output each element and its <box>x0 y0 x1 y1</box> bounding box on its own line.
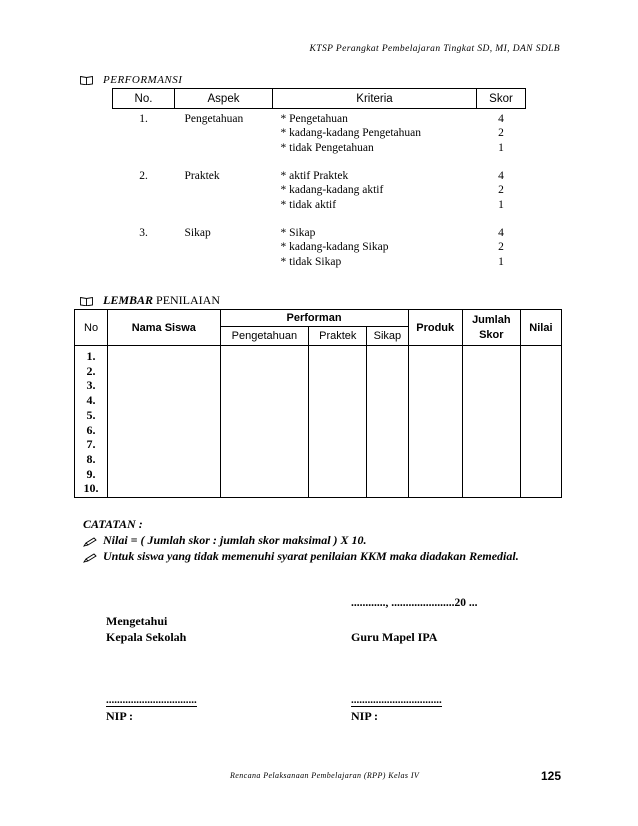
row-number: 4. <box>86 393 96 408</box>
catatan-item <box>83 548 519 564</box>
catatan-text: Untuk siswa yang tidak memenuhi syarat penilaian KKM maka diadakan Remedial. <box>103 549 519 563</box>
row-kriteria <box>273 223 477 270</box>
praktek-cell <box>309 346 367 498</box>
row-skor <box>477 223 526 270</box>
page-header: KTSP Perangkat Pembelajaran Tingkat SD, MI, DAN SDLB <box>309 44 560 54</box>
skor-value: 1 <box>498 255 504 268</box>
performansi-table <box>112 88 526 270</box>
kriteria-line: * kadang-kadang Sikap <box>280 241 389 254</box>
pencil-icon <box>83 535 97 545</box>
col-pengetahuan: Pengetahuan <box>220 327 309 346</box>
col-jumlah-skor: Jumlah Skor <box>462 310 520 346</box>
kepala-sekolah-label: Kepala Sekolah <box>106 630 187 644</box>
table-row <box>113 223 526 270</box>
skor-value: 4 <box>498 170 504 182</box>
row-no: 3. <box>139 227 148 239</box>
right-signature-line: ................................. <box>351 694 442 706</box>
lembar-penilaian-table <box>74 309 562 498</box>
catatan-title: CATATAN : <box>83 517 143 531</box>
row-skor <box>477 109 526 167</box>
table-row <box>75 346 562 498</box>
row-aspek: Praktek <box>184 170 220 182</box>
col-nama-siswa: Nama Siswa <box>108 310 220 346</box>
row-aspek: Pengetahuan <box>184 113 244 125</box>
row-no: 2. <box>139 170 148 182</box>
skor-value: 4 <box>498 113 504 125</box>
left-nip: NIP : <box>106 709 133 723</box>
lembar-title-rest: PENILAIAN <box>156 293 221 307</box>
row-kriteria <box>273 109 477 167</box>
page-footer: Rencana Pelaksanaan Pembelajaran (RPP) Kelas IV <box>230 771 420 780</box>
col-skor: Skor <box>477 89 526 109</box>
row-number: 7. <box>86 437 96 452</box>
catatan-item <box>83 532 519 548</box>
left-signature-block <box>106 613 186 645</box>
col-nilai: Nilai <box>520 310 561 346</box>
row-number: 8. <box>86 451 96 466</box>
left-signature-line: ................................. <box>106 694 197 706</box>
row-number: 3. <box>86 378 96 393</box>
kriteria-line: * Pengetahuan <box>280 113 348 125</box>
table-row <box>113 109 526 167</box>
kriteria-line: * tidak Pengetahuan <box>280 141 374 154</box>
col-aspek: Aspek <box>175 89 273 109</box>
sikap-cell <box>367 346 408 498</box>
skor-value: 2 <box>498 127 504 140</box>
row-number: 9. <box>86 466 96 481</box>
row-number: 1. <box>86 349 96 363</box>
kriteria-line: * Sikap <box>280 227 316 239</box>
right-nip: NIP : <box>351 709 378 723</box>
row-number: 10. <box>83 481 99 496</box>
row-kriteria <box>273 166 477 223</box>
book-icon <box>80 296 93 306</box>
row-number: 2. <box>86 363 96 378</box>
guru-label: Guru Mapel IPA <box>351 630 438 644</box>
skor-value: 1 <box>498 141 504 154</box>
col-no: No. <box>113 89 175 109</box>
col-sikap: Sikap <box>367 327 408 346</box>
catatan-text: Nilai = ( Jumlah skor : jumlah skor maksimal ) X 10. <box>103 533 367 547</box>
kriteria-line: * aktif Praktek <box>280 170 349 182</box>
row-number: 5. <box>86 407 96 422</box>
row-skor <box>477 166 526 223</box>
col-praktek: Praktek <box>309 327 367 346</box>
skor-value: 2 <box>498 184 504 197</box>
kriteria-line: * tidak aktif <box>280 198 337 211</box>
performansi-heading <box>80 74 182 86</box>
skor-value: 4 <box>498 227 504 239</box>
kriteria-line: * kadang-kadang Pengetahuan <box>280 127 422 140</box>
row-number: 6. <box>86 422 96 437</box>
nilai-cell <box>520 346 561 498</box>
lembar-title-bold: LEMBAR <box>103 293 154 307</box>
mengetahui-label: Mengetahui <box>106 614 168 628</box>
row-aspek: Sikap <box>184 227 211 239</box>
book-icon <box>80 75 93 85</box>
page-number: 125 <box>541 769 562 783</box>
nama-cell <box>108 346 220 498</box>
student-numbers <box>75 346 108 498</box>
col-produk: Produk <box>408 310 462 346</box>
row-no: 1. <box>139 113 148 125</box>
kriteria-line: * tidak Sikap <box>280 255 342 268</box>
produk-cell <box>408 346 462 498</box>
signature-date: ............, ......................20 ... <box>351 597 478 609</box>
col-performan: Performan <box>220 310 408 327</box>
table-row <box>113 166 526 223</box>
kriteria-line: * kadang-kadang aktif <box>280 184 384 197</box>
skor-value: 1 <box>498 198 504 211</box>
col-no: No <box>75 310 108 346</box>
pencil-icon <box>83 551 97 561</box>
performansi-title: PERFORMANSI <box>103 74 183 86</box>
pengetahuan-cell <box>220 346 309 498</box>
lembar-heading <box>80 293 220 308</box>
col-kriteria: Kriteria <box>273 89 477 109</box>
skor-value: 2 <box>498 241 504 254</box>
jumlah-cell <box>462 346 520 498</box>
catatan-section <box>83 516 519 564</box>
